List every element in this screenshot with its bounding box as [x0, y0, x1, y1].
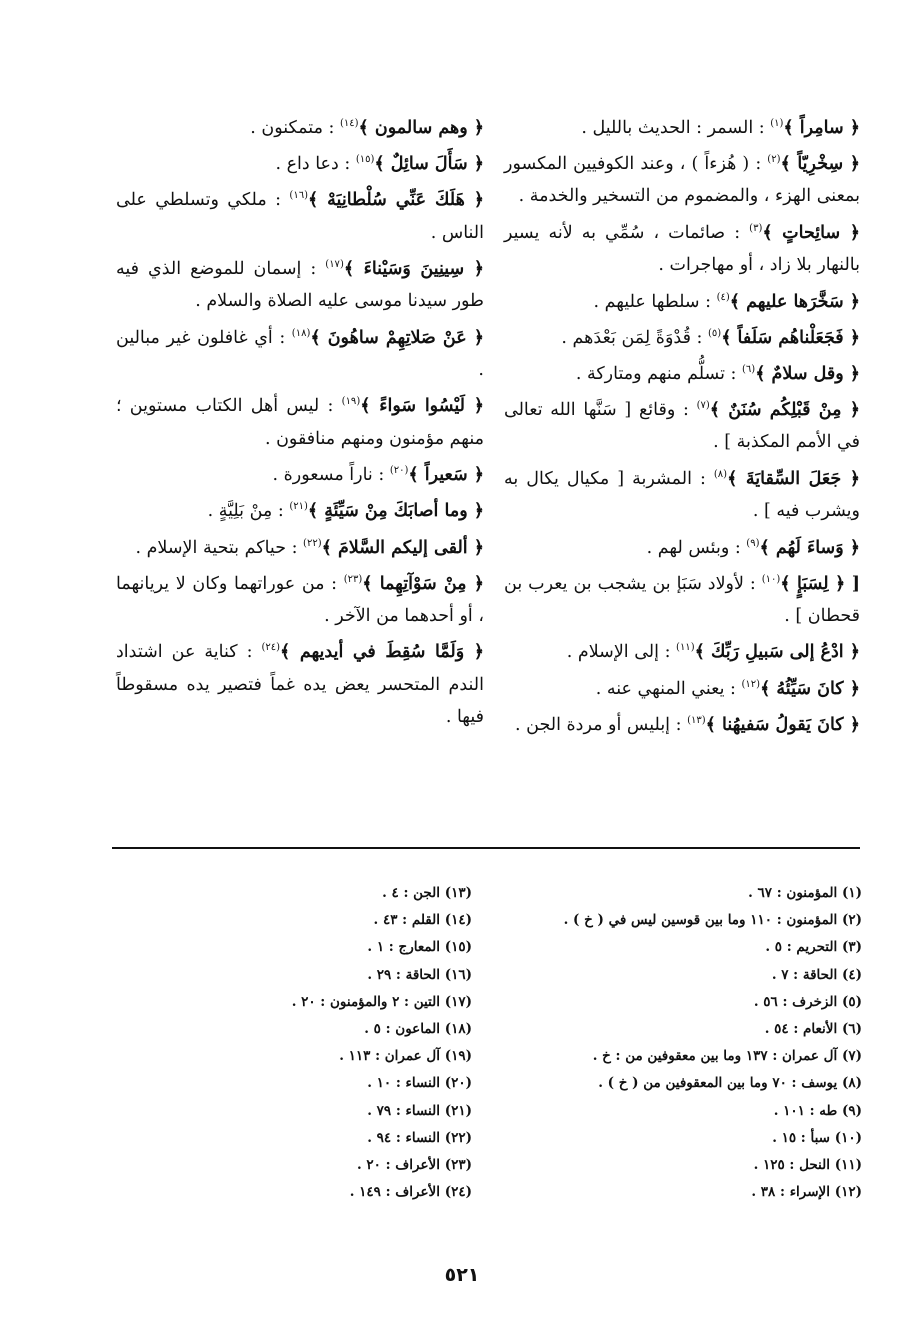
footnote-ref: (١٣) [687, 714, 706, 726]
entry-term: ﴿ لَيْسُوا سَواءً ﴾ [360, 396, 484, 417]
footnote-ref: (١) [770, 118, 784, 129]
entry-term: ﴿ سَخَّرَها عليهم ﴾ [729, 291, 860, 312]
glossary-entry [116, 632, 484, 733]
footnote-item: (١) المؤمنون : ٦٧ . [748, 885, 862, 901]
entry-gloss: : سلطها عليهم . [593, 291, 717, 312]
entry-term: ﴿ سائِحاتٍ ﴾ [762, 222, 860, 243]
entry-gloss: : من عوراتهما وكان لا يريانهما ، أو أحدهما من الآخر . [116, 573, 484, 626]
glossary-entry [504, 669, 860, 705]
entry-term: ﴿ كانَ سَيِّئُهُ ﴾ [760, 678, 860, 699]
footnote-item: (٢٣) الأعراف : ٢٠ . [357, 1157, 472, 1174]
glossary-entry [504, 108, 860, 144]
glossary-entry [116, 108, 484, 144]
footnote-item: (١٦) الحاقة : ٢٩ . [367, 966, 472, 983]
footnote-ref: (٢٢) [303, 537, 322, 549]
footnote-item: (٢) المؤمنون : ١١٠ وما بين قوسين ليس في ( خ ) . [563, 912, 862, 929]
footnote-item: (١٨) الماعون : ٥ . [364, 1021, 472, 1038]
entry-gloss: : مِنْ بَلِيَّةٍ . [207, 501, 290, 522]
footnote-ref: (١٧) [325, 259, 344, 271]
glossary-entry [504, 354, 860, 390]
entry-term: ﴿ سِخْرِيّاً ﴾ [780, 154, 861, 175]
footnote-item: (٢١) النساء : ٧٩ . [367, 1102, 472, 1119]
entry-gloss: : متمكنون . [250, 117, 340, 138]
entry-term: ﴿ عَنْ صَلاتِهِمْ ساهُونَ ﴾ [310, 327, 484, 348]
entry-term: ﴿ فَجَعَلْناهُم سَلَفاً ﴾ [721, 327, 860, 348]
entry-gloss: : تسلُّم منهم ومتاركة . [575, 363, 743, 384]
footnote-item: (٢٢) النساء : ٩٤ . [367, 1129, 472, 1146]
glossary-entry [504, 318, 860, 354]
footnote-item: (١٧) التين : ٢ والمؤمنون : ٢٠ . [291, 993, 472, 1010]
entry-term: ﴿ سَأَلَ سائِلٌ ﴾ [374, 154, 484, 175]
footnote-item: (٧) آل عمران : ١٣٧ وما بين معقوفين من : خ . [592, 1048, 862, 1065]
entry-term: ﴿ ألقى إليكم السَّلامَ ﴾ [321, 537, 484, 558]
glossary-entry [504, 213, 860, 282]
footnote-item: (١٢) الإسراء : ٣٨ . [751, 1184, 862, 1201]
footnote-ref: (١٠) [761, 573, 781, 585]
footnote-item: (٢٤) الأعراف : ١٤٩ . [349, 1184, 472, 1201]
footnote-item: (١٣) الجن : ٤ . [382, 885, 472, 901]
entry-term: ﴿ ادْعُ إلى سَبيلِ رَبِّكَ ﴾ [694, 642, 860, 663]
entry-gloss: : المشربة [ مكيال يكال به ويشرب فيه ] . [504, 468, 860, 522]
footnote-ref: (١٢) [741, 678, 761, 690]
entry-term: [ ﴿ لِسَبَإٍ ﴾ [780, 573, 860, 594]
footnote-ref: (٧) [696, 400, 710, 412]
entry-gloss: : إبليس أو مردة الجن . [515, 714, 688, 735]
glossary-entry [504, 282, 860, 318]
entry-term: ﴿ وما أصابَكَ مِنْ سَيِّئَةٍ ﴾ [307, 501, 484, 522]
entry-term: ﴿ كانَ يَقولُ سَفيهُنا ﴾ [705, 714, 860, 735]
entry-gloss: : صائمات ، سُمِّي به لأنه يسير بالنهار بلا زاد ، أو مهاجرات . [504, 222, 860, 276]
glossary-entry [504, 564, 860, 633]
entry-term: ﴿ وهم سالمون ﴾ [358, 117, 484, 138]
glossary-entry [116, 180, 484, 249]
footnotes-left [142, 880, 472, 1206]
entry-gloss: : ليس أهل الكتاب مستوين ؛ منهم مؤمنون ومنهم منافقون . [116, 396, 484, 449]
footnote-ref: (٨) [713, 468, 728, 480]
glossary-entry [504, 390, 860, 459]
entry-term: ﴿ وَساءَ لَهُم ﴾ [759, 537, 860, 558]
glossary-entry [116, 144, 484, 180]
entry-term: ﴿ وَلَمَّا سُقِطَ في أيديهم ﴾ [280, 642, 484, 663]
footnote-ref: (٥) [708, 327, 722, 339]
entry-gloss: : قُدْوَةً لِمَن بَعْدَهم . [561, 327, 708, 348]
footnote-item: (٨) يوسف : ٧٠ وما بين المعقوفين من ( خ ) . [598, 1075, 862, 1092]
page-number: ٥٢١ [444, 1264, 480, 1286]
entry-gloss: : ملكي وتسلطي على الناس . [116, 190, 484, 243]
footnote-ref: (٩) [746, 537, 760, 549]
glossary-entry [116, 318, 484, 387]
footnote-ref: (١٩) [341, 396, 361, 408]
glossary-entry [116, 528, 484, 564]
footnote-item: (١٠) سبأ : ١٥ . [772, 1129, 862, 1146]
footnotes-right [532, 880, 862, 1206]
footnote-item: (١٥) المعارج : ١ . [367, 939, 472, 956]
footnote-ref: (١١) [676, 642, 695, 654]
footnote-ref: (٢٠) [389, 465, 409, 477]
footnote-item: (١١) النحل : ١٢٥ . [753, 1157, 862, 1174]
glossary-entry [116, 455, 484, 491]
entry-gloss: : وبئس لهم . [646, 537, 747, 558]
footnote-ref: (٢١) [289, 501, 308, 513]
entry-gloss: : حياكم بتحية الإسلام . [135, 537, 304, 558]
footnote-item: (١٩) آل عمران : ١١٣ . [339, 1048, 472, 1065]
entry-gloss: : السمر : الحديث بالليل . [581, 117, 771, 138]
footnote-item: (١٤) القلم : ٤٣ . [373, 912, 472, 929]
entry-term: ﴿ جَعَلَ السِّقايَةَ ﴾ [727, 468, 860, 489]
footnote-ref: (٢٤) [261, 642, 281, 654]
glossary-entry [504, 632, 860, 668]
entry-term: ﴿ سامِراً ﴾ [783, 117, 860, 138]
glossary-entry [504, 144, 860, 213]
entry-gloss: : يعني المنهي عنه . [595, 678, 742, 699]
footnote-item: (٥) الزخرف : ٥٦ . [753, 993, 862, 1010]
footnote-ref: (٣) [749, 222, 763, 234]
footnote-ref: (١٤) [339, 118, 359, 129]
entry-term: ﴿ مِنْ قَبْلِكُم سُنَنٌ ﴾ [709, 400, 860, 421]
glossary-entry [116, 249, 484, 318]
glossary-entry [504, 528, 860, 564]
glossary-column-left [116, 108, 484, 733]
footnote-item: (٤) الحاقة : ٧ . [771, 966, 862, 983]
entry-gloss: : ناراً مسعورة . [272, 464, 390, 485]
footnote-item: (٣) التحريم : ٥ . [765, 939, 862, 956]
footnote-item: (٢٠) النساء : ١٠ . [367, 1075, 472, 1092]
entry-term: ﴿ مِنْ سَوْآتِهِما ﴾ [362, 573, 484, 594]
footnote-item: (٦) الأنعام : ٥٤ . [764, 1021, 862, 1038]
entry-gloss: : وقائع [ سَنَّها الله تعالى في الأمم المكذبة ] . [504, 400, 860, 453]
glossary-entry [504, 705, 860, 741]
footnote-ref: (١٨) [291, 327, 311, 339]
glossary-entry [116, 564, 484, 633]
entry-gloss: : أي غافلون غير مبالين . [116, 327, 484, 380]
footnote-ref: (٢٣) [343, 573, 363, 585]
entry-gloss: : لأولاد سَبَإ بن يشجب بن يعرب بن قحطان ] . [504, 573, 860, 626]
footnote-ref: (٢) [767, 154, 781, 166]
glossary-entry [116, 386, 484, 455]
entry-term: ﴿ هَلَكَ عَنِّي سُلْطانِيَهْ ﴾ [307, 190, 484, 211]
entry-gloss: : دعا داع . [275, 154, 356, 175]
entry-gloss: : إلى الإسلام . [566, 642, 677, 663]
footnote-divider [112, 847, 860, 849]
entry-gloss: : ( هُزءاً ) ، وعند الكوفيين المكسور بمعنى الهزء ، والمضموم من التسخير والخدمة . [504, 154, 860, 207]
glossary-column-right [504, 108, 860, 741]
entry-gloss: : كناية عن اشتداد الندم المتحسر يعض يده غماً فتصير يده مسقوطاً فيها . [116, 642, 484, 728]
footnote-ref: (١٦) [289, 190, 308, 202]
glossary-entry [116, 491, 484, 527]
footnote-ref: (٤) [716, 291, 730, 303]
entry-term: ﴿ سِينِينَ وَسَيْناءَ ﴾ [343, 258, 484, 279]
footnote-item: (٩) طه : ١٠١ . [773, 1102, 862, 1119]
glossary-entry [504, 459, 860, 528]
entry-gloss: : إسمان للموضع الذي فيه طور سيدنا موسى عليه الصلاة والسلام . [116, 258, 484, 312]
entry-term: ﴿ سَعيراً ﴾ [408, 464, 484, 485]
footnote-ref: (٦) [742, 363, 756, 375]
footnote-ref: (١٥) [355, 154, 375, 166]
entry-term: ﴿ وقل سلامٌ ﴾ [755, 363, 860, 384]
